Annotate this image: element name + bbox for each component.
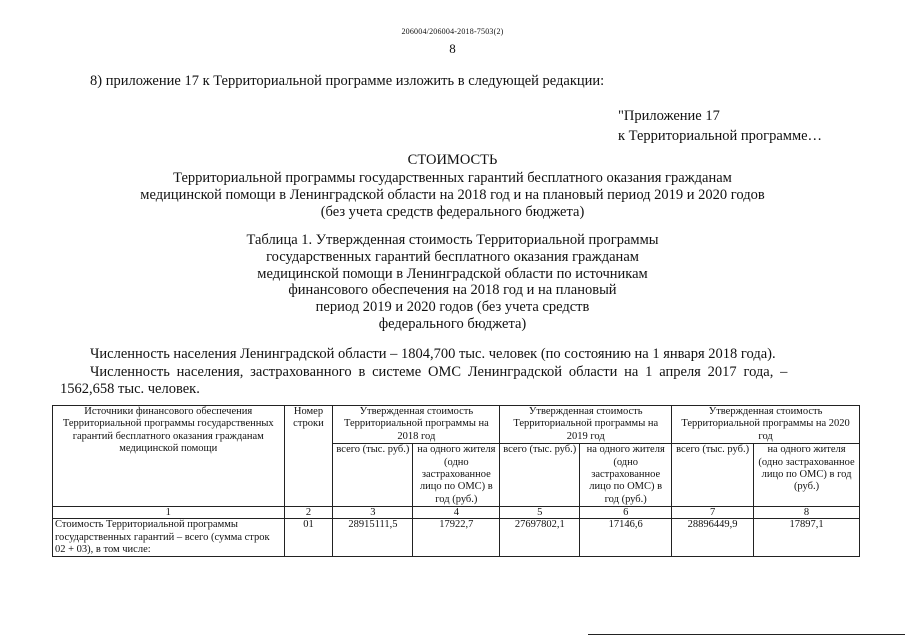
- header-sources: Источники финансового обеспечения Территориальной программы государственных гарантий бесплатного оказания гражданам медицинской помощи: [53, 406, 285, 507]
- per-capita-2019: 17146,6: [580, 519, 672, 557]
- row-name: Стоимость Территориальной программы государственных гарантий – всего (сумма строк 02 + 03), в том числе:: [53, 519, 285, 557]
- table-caption-line-4: финансового обеспечения на 2018 год и на плановый: [288, 282, 617, 299]
- per-capita-2018: 17922,7: [413, 519, 500, 557]
- total-2020: 28896449,9: [672, 519, 754, 557]
- page-number: 8: [449, 41, 456, 56]
- table-caption-line-5: период 2019 и 2020 годов (без учета средств: [315, 299, 590, 316]
- subheader-per-capita-2018: на одного жителя (одно застрахованное лицо по ОМС) в год (руб.): [413, 444, 500, 507]
- column-number: 8: [754, 507, 860, 519]
- population-insured-continued: 1562,658 тыс. человек.: [60, 381, 200, 397]
- header-row-number: Номер строки: [284, 406, 333, 507]
- column-number: 3: [333, 507, 413, 519]
- subheader-per-capita-2020: на одного жителя (одно застрахованное лицо по ОМС) в год (руб.): [754, 444, 860, 507]
- column-number: 5: [500, 507, 580, 519]
- population-total: Численность населения Ленинградской области – 1804,700 тыс. человек (по состоянию на 1 января 2018 года).: [90, 346, 776, 362]
- cost-table: [52, 405, 860, 557]
- header-2018: Утвержденная стоимость Территориальной программы на 2018 год: [333, 406, 500, 444]
- table-caption-line-3: медицинской помощи в Ленинградской области по источникам: [257, 265, 648, 282]
- table-caption-line-1: Таблица 1. Утвержденная стоимость Территориальной программы: [246, 232, 659, 248]
- page-edge-rule: [588, 634, 905, 635]
- subheader-total-2018: всего (тыс. руб.): [333, 444, 413, 507]
- subheader-per-capita-2019: на одного жителя (одно застрахованное лицо по ОМС) в год (руб.): [580, 444, 672, 507]
- intro-paragraph: 8) приложение 17 к Территориальной программе изложить в следующей редакции:: [90, 73, 605, 89]
- title-heading: СТОИМОСТЬ: [407, 152, 498, 168]
- appendix-reference: [618, 106, 822, 146]
- header-2019: Утвержденная стоимость Территориальной программы на 2019 год: [500, 406, 672, 444]
- column-number: 2: [284, 507, 333, 519]
- title-line-3: (без учета средств федерального бюджета): [320, 204, 585, 220]
- header-2020: Утвержденная стоимость Территориальной программы на 2020 год: [672, 406, 860, 444]
- column-number: 7: [672, 507, 754, 519]
- column-number: 6: [580, 507, 672, 519]
- title-line-1: Территориальной программы государственных гарантий бесплатного оказания гражданам: [173, 170, 732, 186]
- document-id: 206004/206004-2018-7503(2): [401, 27, 504, 36]
- row-number: 01: [284, 519, 333, 557]
- table-caption-line-6: федерального бюджета): [378, 315, 527, 332]
- per-capita-2020: 17897,1: [754, 519, 860, 557]
- subheader-total-2019: всего (тыс. руб.): [500, 444, 580, 507]
- table-caption: [0, 232, 905, 333]
- document-title: [0, 152, 905, 221]
- column-number: 4: [413, 507, 500, 519]
- table-caption-line-2: государственных гарантий бесплатного оказания гражданам: [266, 248, 639, 265]
- total-2018: 28915111,5: [333, 519, 413, 557]
- title-line-2: медицинской помощи в Ленинградской области на 2018 год и на плановый период 2019 и 2020 годов: [140, 187, 765, 203]
- column-number: 1: [53, 507, 285, 519]
- appendix-reference-line-1: "Приложение 17: [618, 108, 720, 124]
- total-2019: 27697802,1: [500, 519, 580, 557]
- appendix-reference-line-2: к Территориальной программе…: [618, 128, 823, 144]
- table-row: [53, 519, 860, 557]
- subheader-total-2020: всего (тыс. руб.): [672, 444, 754, 507]
- population-insured: Численность населения, застрахованного в системе ОМС Ленинградской области на 1 апреля 2017 года, –: [90, 364, 788, 380]
